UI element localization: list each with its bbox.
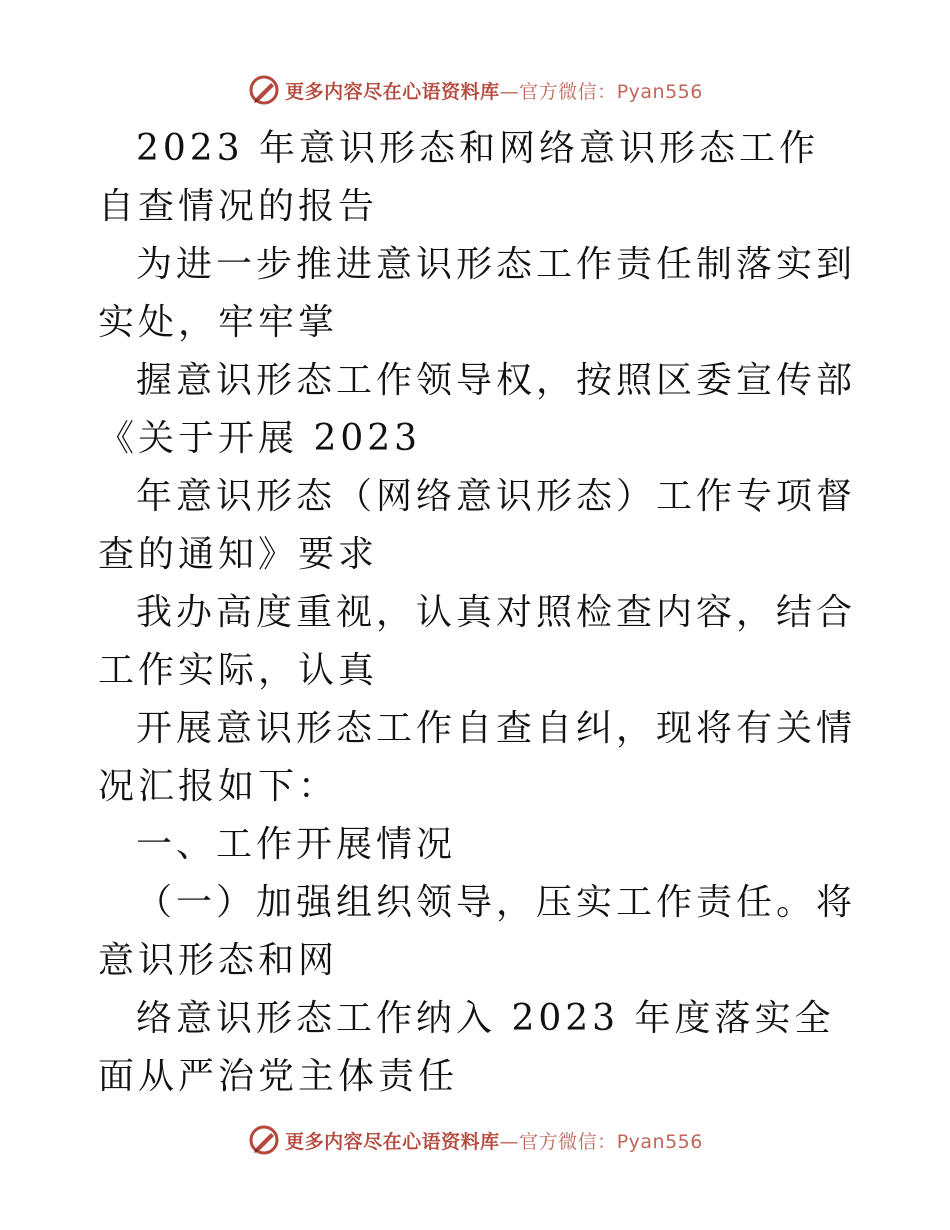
header-banner-sub: 官方微信： — [519, 80, 617, 103]
paragraph-3: 年意识形态（网络意识形态）工作专项督查的通知》要求 — [98, 476, 857, 575]
pen-logo-icon — [247, 73, 281, 107]
footer-banner-dash: — — [499, 1130, 520, 1153]
footer-banner — [0, 1120, 950, 1160]
paragraph-6: （一）加强组织领导，压实工作责任。将意识形态和网 — [98, 882, 857, 981]
document-body — [98, 120, 858, 1106]
footer-banner-sub: 官方微信： — [519, 1130, 617, 1153]
header-banner-dash: — — [499, 80, 520, 103]
paragraph-1: 为进一步推进意识形态工作责任制落实到实处，牢牢掌 — [98, 244, 857, 343]
footer-banner-main: 更多内容尽在心语资料库 — [285, 1130, 500, 1153]
header-banner-handle: Pyan556 — [616, 80, 703, 103]
header-banner — [0, 70, 950, 110]
paragraph-5: 开展意识形态工作自查自纠，现将有关情况汇报如下： — [98, 708, 857, 807]
header-banner-main: 更多内容尽在心语资料库 — [285, 80, 500, 103]
section-heading: 一、工作开展情况 — [136, 824, 457, 865]
footer-banner-handle: Pyan556 — [616, 1130, 703, 1153]
paragraph-2: 握意识形态工作领导权，按照区委宣传部《关于开展 2023 — [98, 360, 857, 459]
paragraph-7: 络意识形态工作纳入 2023 年度落实全面从严治党主体责任 — [98, 998, 835, 1097]
pen-logo-icon — [247, 1123, 281, 1157]
paragraph-title: 2023 年意识形态和网络意识形态工作自查情况的报告 — [98, 128, 820, 227]
header-banner-text — [285, 77, 703, 104]
footer-banner-text — [285, 1127, 703, 1154]
paragraph-4: 我办高度重视，认真对照检查内容，结合工作实际，认真 — [98, 592, 857, 691]
